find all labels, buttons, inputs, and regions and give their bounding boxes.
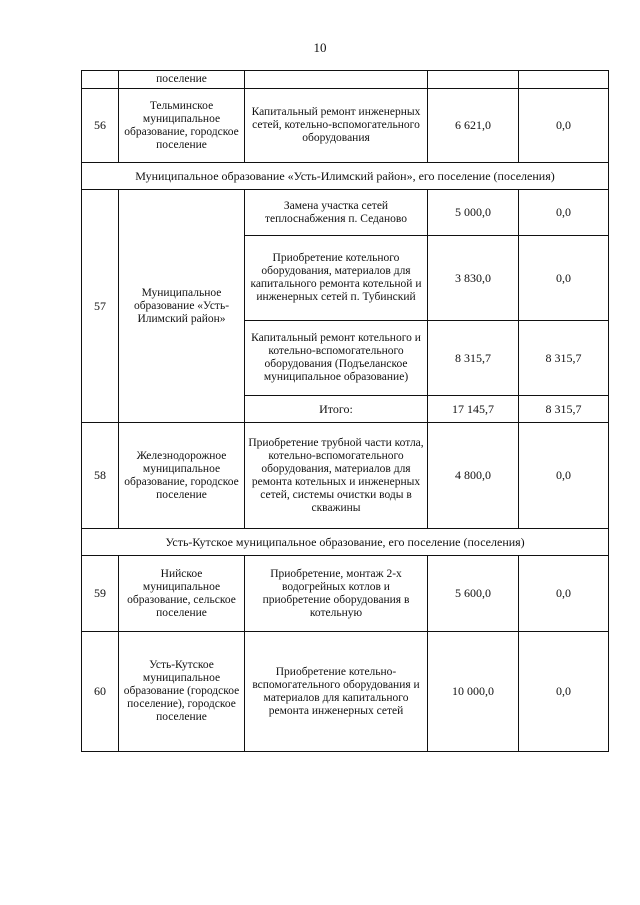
- amount-total-cell: 10 000,0: [428, 632, 519, 752]
- amount-total-cell: 8 315,7: [428, 321, 519, 396]
- work-cell: Капитальный ремонт инженерных сетей, котельно-вспомогательного оборудования: [245, 89, 428, 163]
- table-row: [82, 556, 609, 632]
- row-number: 56: [82, 89, 119, 163]
- table-row: [82, 190, 609, 236]
- work-cell: Приобретение, монтаж 2-х водогрейных котлов и приобретение оборудования в котельную: [245, 556, 428, 632]
- amount-total-cell: 3 830,0: [428, 236, 519, 321]
- section-header-row: [82, 163, 609, 190]
- amount-total-cell: 5 000,0: [428, 190, 519, 236]
- amount-regional-cell: 0,0: [519, 632, 609, 752]
- entity-cell: Железнодорожное муниципальное образование, городское поселение: [119, 423, 245, 529]
- entity-cell: Муниципальное образование «Усть-Илимский район»: [119, 190, 245, 423]
- total-regional-cell: 8 315,7: [519, 396, 609, 423]
- work-cell: Приобретение трубной части котла, котельно-вспомогательного оборудования, материалов для ремонта котельных и инженерных сетей, системы очистки воды в скважины: [245, 423, 428, 529]
- row-number: [82, 71, 119, 89]
- amount-total-cell: 5 600,0: [428, 556, 519, 632]
- work-cell: Приобретение котельного оборудования, материалов для капитального ремонта котельной и инженерных сетей п. Тубинский: [245, 236, 428, 321]
- amount-regional-cell: 0,0: [519, 556, 609, 632]
- amount-regional-cell: 0,0: [519, 190, 609, 236]
- amount-regional-cell: 0,0: [519, 423, 609, 529]
- section-header: Муниципальное образование «Усть-Илимский район», его поселение (поселения): [82, 163, 609, 190]
- section-header: Усть-Кутское муниципальное образование, его поселение (поселения): [82, 529, 609, 556]
- amount-total-cell: [428, 71, 519, 89]
- amount-regional-cell: 8 315,7: [519, 321, 609, 396]
- work-cell: Приобретение котельно-вспомогательного оборудования и материалов для капитального ремонта инженерных сетей: [245, 632, 428, 752]
- amount-total-cell: 6 621,0: [428, 89, 519, 163]
- work-cell: Замена участка сетей теплоснабжения п. Седаново: [245, 190, 428, 236]
- total-amount-cell: 17 145,7: [428, 396, 519, 423]
- allocation-table: [81, 70, 609, 752]
- table-row: [82, 71, 609, 89]
- entity-cell: поселение: [119, 71, 245, 89]
- table-row: [82, 89, 609, 163]
- row-number: 59: [82, 556, 119, 632]
- work-cell: [245, 71, 428, 89]
- table-row: [82, 423, 609, 529]
- amount-regional-cell: [519, 71, 609, 89]
- amount-regional-cell: 0,0: [519, 236, 609, 321]
- work-cell: Капитальный ремонт котельного и котельно-вспомогательного оборудования (Подъеланское муниципальное образование): [245, 321, 428, 396]
- page-number: 10: [313, 40, 327, 55]
- row-number: 58: [82, 423, 119, 529]
- entity-cell: Тельминское муниципальное образование, городское поселение: [119, 89, 245, 163]
- entity-cell: Усть-Кутское муниципальное образование (городское поселение), городское поселение: [119, 632, 245, 752]
- amount-regional-cell: 0,0: [519, 89, 609, 163]
- total-label: Итого:: [245, 396, 428, 423]
- row-number: 57: [82, 190, 119, 423]
- table-row: [82, 632, 609, 752]
- row-number: 60: [82, 632, 119, 752]
- amount-total-cell: 4 800,0: [428, 423, 519, 529]
- entity-cell: Нийское муниципальное образование, сельское поселение: [119, 556, 245, 632]
- section-header-row: [82, 529, 609, 556]
